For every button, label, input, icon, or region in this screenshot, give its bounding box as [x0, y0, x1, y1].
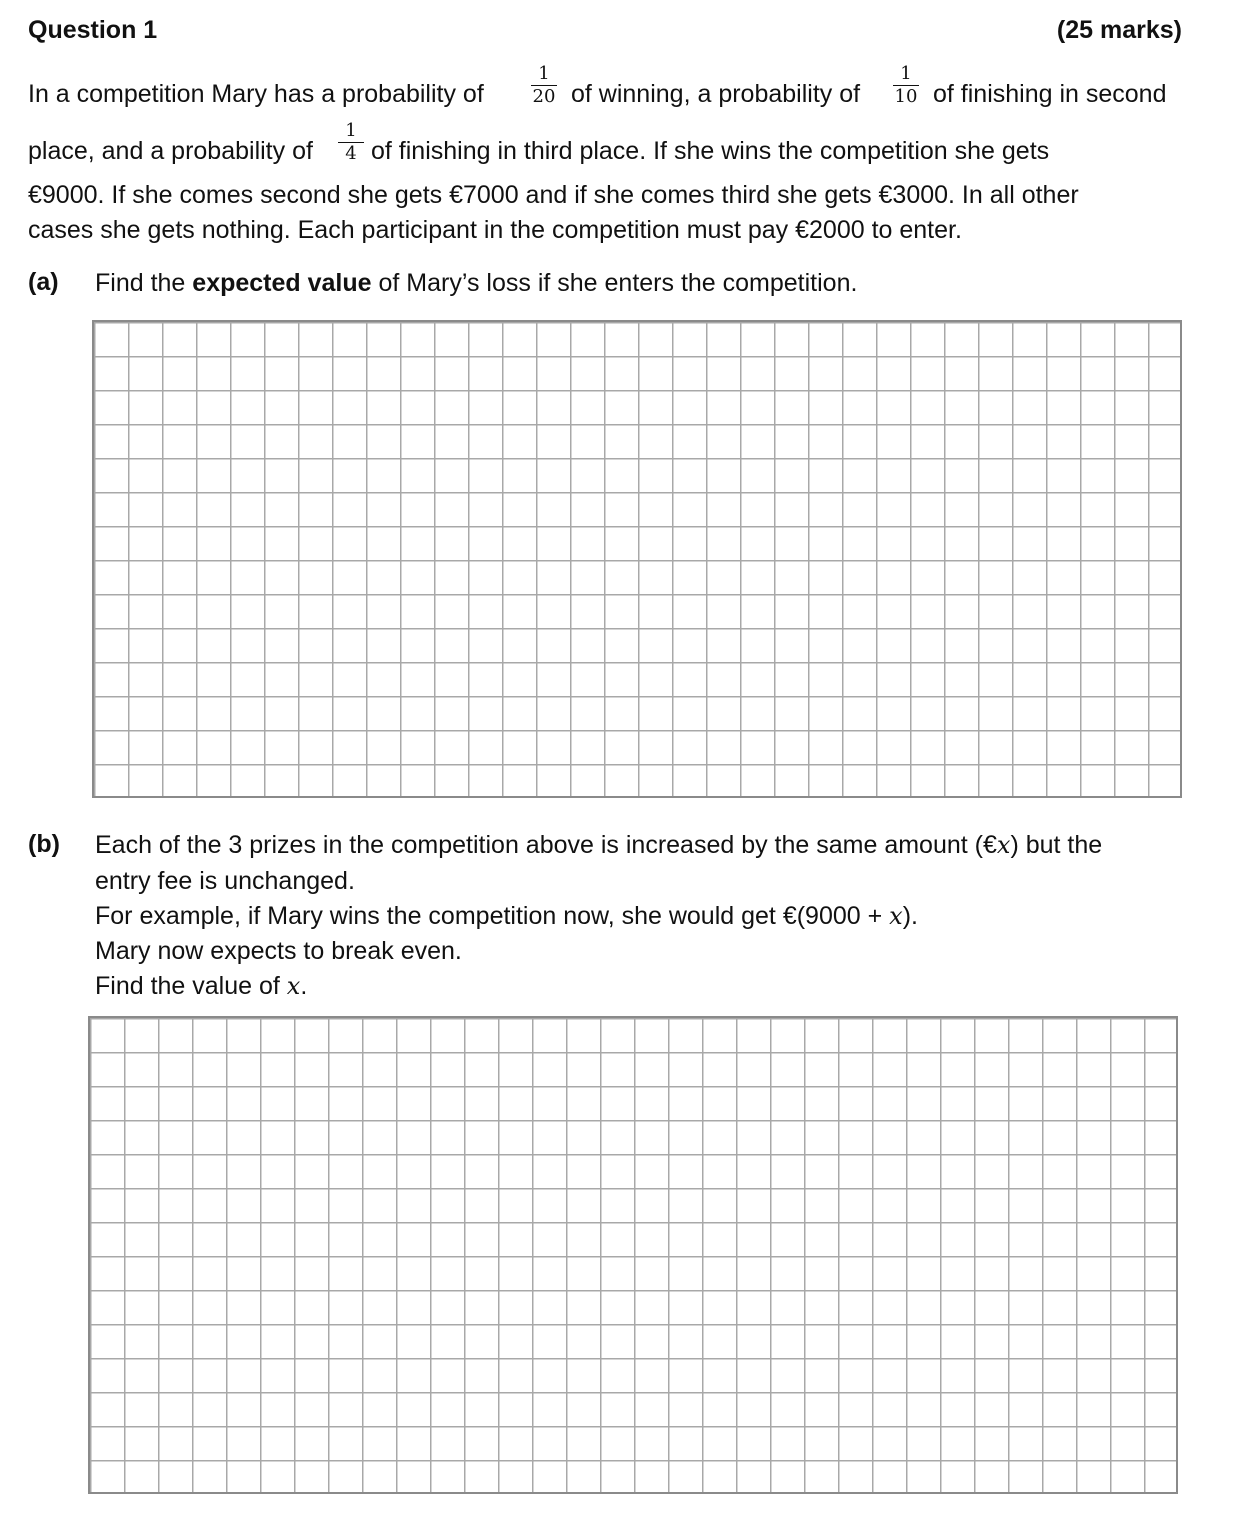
fraction-one-quarter [336, 121, 366, 164]
part-a-text-a: Find the [95, 269, 186, 297]
fraction-denominator: 10 [894, 86, 918, 107]
answer-grid-b[interactable] [88, 1016, 1178, 1494]
intro-line3: €9000. If she comes second she gets €7000 and if she comes third she gets €3000. In all other [28, 181, 1079, 209]
part-b-line1-b: ) but the [1010, 831, 1103, 859]
fraction-denominator: 20 [532, 86, 556, 107]
fraction-one-twentieth [529, 64, 559, 107]
part-b-line1 [95, 830, 1102, 860]
part-a-text [95, 268, 857, 298]
part-b-line5-a: Find the value of [95, 972, 280, 1000]
question-title: Question 1 [28, 16, 158, 44]
intro-line1-c: of finishing in second [933, 80, 1167, 108]
variable-x: x [996, 831, 1011, 859]
variable-x: x [286, 972, 301, 1000]
part-b-line3-b: ). [902, 902, 918, 930]
part-b-line5 [95, 971, 307, 1001]
part-b-line3 [95, 901, 918, 931]
part-b-line5-b: . [300, 972, 308, 1000]
fraction-numerator: 1 [900, 63, 912, 84]
intro-line2-a: place, and a probability of [28, 137, 313, 165]
question-marks: (25 marks) [1056, 16, 1182, 44]
part-b-line2: entry fee is unchanged. [95, 867, 355, 895]
intro-line2-b: of finishing in third place. If she wins the competition she gets [371, 137, 1050, 165]
part-a-label: (a) [28, 268, 59, 296]
part-b-label: (b) [28, 830, 60, 858]
variable-x: x [889, 902, 903, 930]
intro-line1-b: of winning, a probability of [571, 80, 861, 108]
answer-grid-a[interactable] [92, 320, 1182, 798]
part-a-emphasis: expected value [192, 269, 372, 297]
part-a-text-b: of Mary’s loss if she enters the competition. [378, 269, 858, 297]
fraction-one-tenth [891, 64, 921, 107]
part-b-line4: Mary now expects to break even. [95, 937, 462, 965]
part-b-line1-a: Each of the 3 prizes in the competition above is increased by the same amount (€ [95, 831, 997, 859]
fraction-numerator: 1 [345, 120, 357, 141]
fraction-numerator: 1 [538, 63, 550, 84]
intro-line4: cases she gets nothing. Each participant in the competition must pay €2000 to enter. [28, 216, 962, 244]
part-b-line3-a: For example, if Mary wins the competition now, she would get €(9000 + [95, 902, 883, 930]
intro-line1-a: In a competition Mary has a probability of [28, 80, 484, 108]
fraction-denominator: 4 [345, 143, 357, 164]
